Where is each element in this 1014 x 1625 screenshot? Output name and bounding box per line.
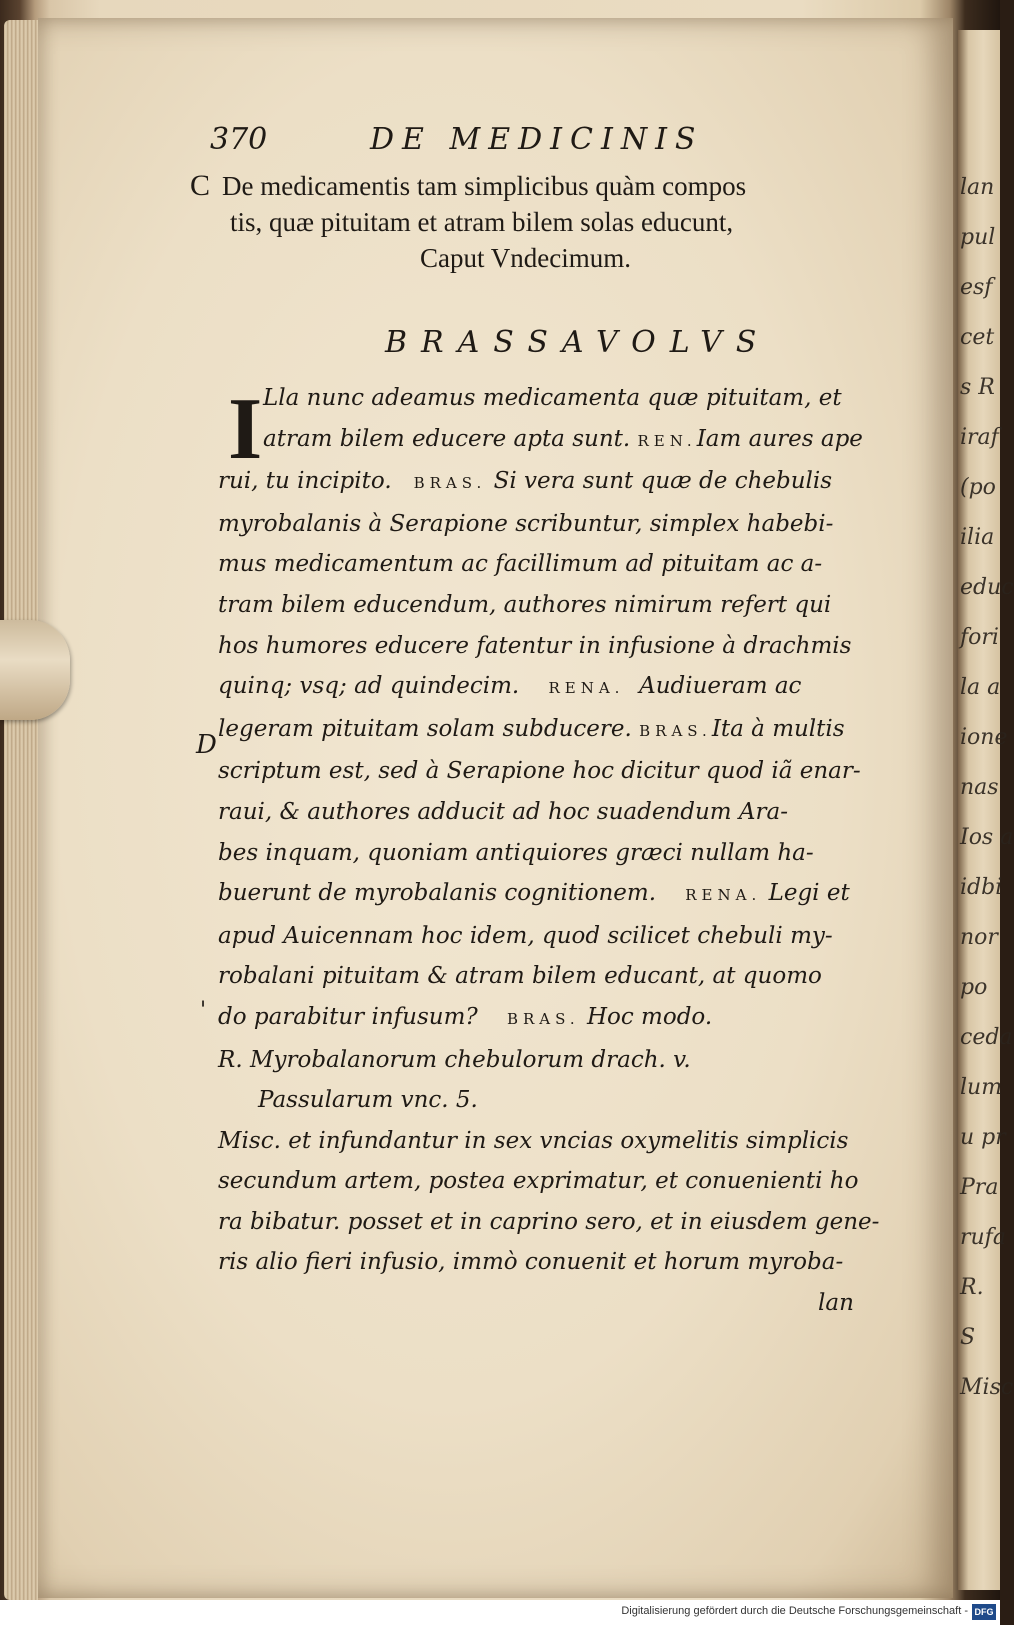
margin-letter-d: D [196, 730, 217, 760]
facing-page-fragment: s R [960, 375, 995, 400]
recipe-line: R. Myrobalanorum chebulorum drach. v. [218, 1046, 691, 1073]
recipe-line: Passularum vnc. 5. [258, 1087, 478, 1114]
speaker-label: RENA. [685, 886, 762, 905]
facing-page-fragment: pul [960, 225, 996, 250]
text-line: secundum artem, postea exprimatur, et conuenienti ho [218, 1168, 859, 1195]
dfg-logo: DFG [972, 1604, 996, 1620]
speaker-heading: BRASSAVOLVS [385, 325, 771, 360]
text-line: ris alio fieri infusio, immò conuenit et horum myroba- [218, 1249, 844, 1276]
facing-page-fragment: S [960, 1325, 976, 1350]
text-line: bes inquam, quoniam antiquiores græci nullam ha- [218, 839, 814, 866]
text-line: Misc. et infundantur in sex vncias oxymelitis simplicis [218, 1127, 849, 1154]
page-header [210, 122, 770, 162]
text-line: myrobalanis à Serapione scribuntur, simplex habebi- [218, 510, 834, 537]
speaker-label: BRAS. [506, 1009, 580, 1028]
running-title: DE MEDICINIS [370, 122, 704, 157]
facing-page-fragment: fori [960, 625, 999, 650]
text-line: apud Auicennam hoc idem, quod scilicet chebuli my- [218, 922, 833, 949]
text-line: scriptum est, sed à Serapione hoc dicitur quod iã enar- [218, 758, 861, 785]
text-line: buerunt de myrobalanis cognitionem. RENA. Legi et [218, 880, 850, 907]
facing-page-fragment: ilia [960, 525, 995, 550]
facing-page-fragment: R. [960, 1275, 984, 1300]
chapter-title [192, 168, 912, 276]
facing-page-fragment: u pr [960, 1125, 1006, 1150]
facing-page-fragment: lum [960, 1075, 1003, 1100]
text-line: legeram pituitam solam subducere. BRAS.Ita à multis [218, 715, 845, 742]
facing-page-fragment: Misc [960, 1375, 1014, 1400]
facing-page-fragment: (po [960, 475, 996, 500]
text-line: rui, tu incipito. BRAS. Si vera sunt quæ de chebulis [218, 468, 833, 495]
facing-page-fragment: la a [960, 675, 1001, 700]
margin-tick: ' [200, 998, 207, 1023]
text-line: atram bilem educere apta sunt. REN.Iam aures ape [263, 425, 863, 452]
speaker-label: BRAS. [639, 721, 712, 740]
facing-page-fragment: Ios a [960, 825, 1014, 850]
text-line: mus medicamentum ac facillimum ad pituitam ac a- [218, 551, 823, 578]
text-line: raui, & authores adducit ad hoc suadendum Ara- [218, 798, 789, 825]
chapter-title-line: Caput Vndecimum. [420, 243, 631, 273]
speaker-label: BRAS. [413, 474, 487, 493]
chapter-title-line: De medicamentis tam simplicibus quàm compos [222, 171, 747, 201]
facing-page-fragment: esf [960, 275, 993, 300]
text-line: quinq; vsq; ad quindecim. RENA. Audiueram ac [218, 673, 802, 700]
page-number: 370 [210, 122, 268, 157]
facing-page-fragment: cet [960, 325, 995, 350]
facing-page-fragment: iraf [960, 425, 999, 450]
facing-page-fragment: ione [960, 725, 1008, 750]
text-line: do parabitur infusum? BRAS. Hoc modo. [218, 1003, 713, 1030]
speaker-label: REN. [637, 431, 697, 450]
chapter-title-line: tis, quæ pituitam et atram bilem solas educunt, [230, 207, 734, 237]
book-clasp [0, 620, 70, 720]
catchword: lan [818, 1290, 854, 1317]
digitization-credit: Digitalisierung gefördert durch die Deutsche Forschungsgemeinschaft - [621, 1605, 968, 1617]
text-line: ra bibatur. posset et in caprino sero, et in eiusdem gene- [218, 1208, 880, 1235]
facing-page-fragment: nor [960, 925, 998, 950]
text-line: tram bilem educendum, authores nimirum refert qui [218, 591, 832, 618]
facing-page-edge [958, 30, 1014, 1590]
text-line: Lla nunc adeamus medicamenta quæ pituitam, et [263, 385, 842, 411]
text-line: robalani pituitam & atram bilem educant, at quomo [218, 963, 822, 990]
facing-page-fragment: Pra [960, 1175, 999, 1200]
text-line: hos humores educere fatentur in infusione à drachmis [218, 632, 852, 659]
section-marker: C [190, 169, 211, 202]
facing-page-fragment: rufa [960, 1225, 1006, 1250]
facing-page-fragment: ceda [960, 1025, 1013, 1050]
facing-page-fragment: idbi [960, 875, 1003, 900]
facing-page-fragment: po [960, 975, 988, 1000]
facing-page-fragment: nas [960, 775, 999, 800]
facing-page-fragment: educ [960, 575, 1014, 600]
drop-cap: I [228, 381, 263, 478]
facing-page-fragment: lan [960, 175, 995, 200]
body-text [218, 378, 908, 1324]
page-edges [4, 20, 38, 1600]
speaker-label: RENA. [548, 679, 625, 698]
footer-strip [0, 1600, 1000, 1625]
